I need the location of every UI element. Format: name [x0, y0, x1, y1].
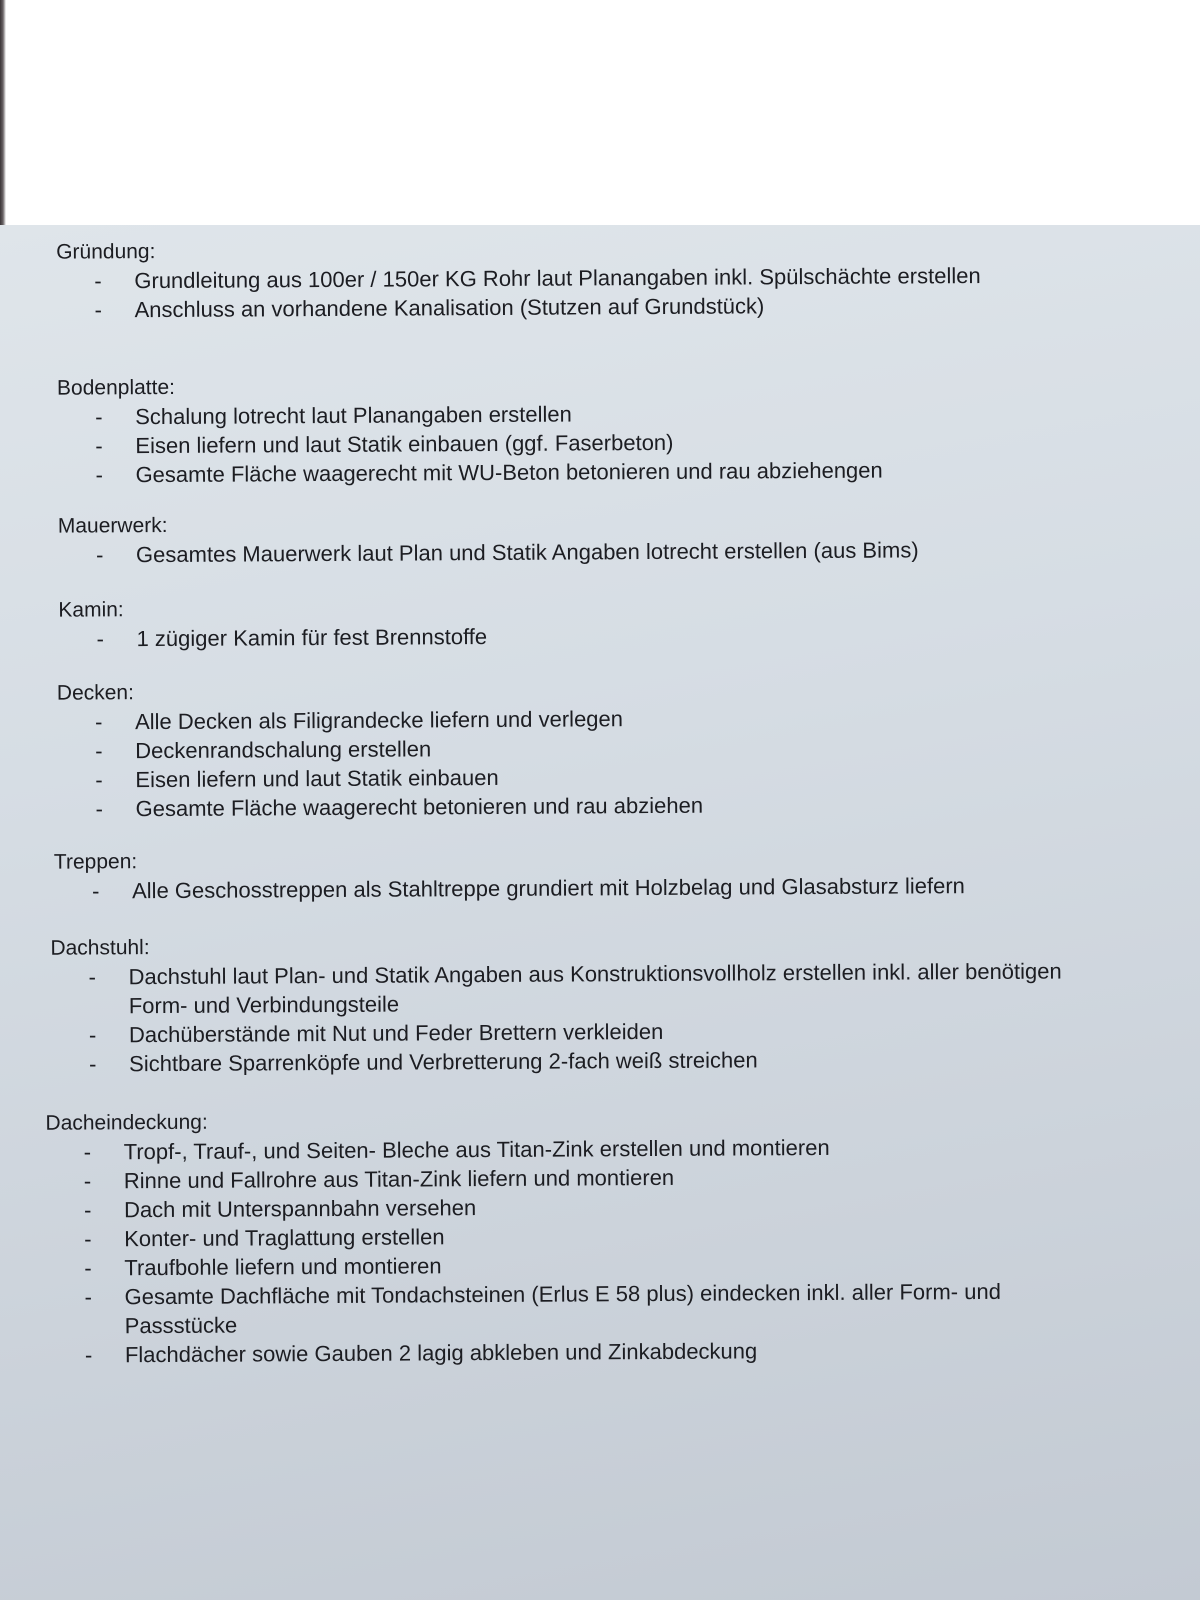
bullet-dash: -: [94, 709, 103, 735]
item-list: [57, 396, 1178, 490]
item-list: [58, 618, 1178, 654]
list-item: [56, 289, 1176, 325]
bullet-dash: -: [83, 1197, 92, 1223]
section-heading: Decken:: [56, 681, 134, 705]
bullet-dash: -: [95, 433, 103, 459]
section-gruendung: [56, 232, 1177, 325]
section-treppen: [54, 842, 1174, 906]
item-text: Rinne und Fallrohre aus Titan-Zink liefern und montieren: [123, 1164, 675, 1194]
bullet-dash: -: [84, 1342, 93, 1368]
item-text: Tropf-, Trauf-, und Seiten- Bleche aus Titan-Zink erstellen und montieren: [123, 1134, 830, 1165]
bullet-dash: -: [84, 1226, 92, 1252]
item-list: [46, 1131, 1167, 1370]
item-text: Sichtbare Sparrenköpfe und Verbretterung 2-fach weiß streichen: [129, 1047, 758, 1077]
item-list: [56, 260, 1176, 325]
list-item: [58, 534, 1178, 570]
item-text: Traufbohle liefern und montieren: [124, 1253, 442, 1281]
bullet-dash: -: [94, 268, 102, 294]
section-bodenplatte: [57, 368, 1178, 490]
bullet-dash: -: [84, 1284, 92, 1310]
section-decken: [57, 673, 1178, 824]
list-item: [57, 454, 1177, 490]
item-list: [51, 956, 1172, 1079]
blank-top-area: [6, 0, 1200, 225]
bullet-dash: -: [96, 626, 104, 652]
bullet-dash: -: [84, 1255, 92, 1281]
section-heading: Kamin:: [58, 598, 124, 622]
item-text: Gesamtes Mauerwerk laut Plan und Statik Angaben lotrecht erstellen (aus Bims): [135, 537, 919, 568]
list-item: [54, 870, 1174, 906]
item-text: Alle Geschosstreppen als Stahltreppe grundiert mit Holzbelag und Glasabsturz liefern: [131, 873, 965, 904]
bullet-dash: -: [91, 878, 100, 904]
bullet-dash: -: [95, 404, 103, 430]
list-item: [47, 1334, 1167, 1370]
bullet-dash: -: [83, 1139, 92, 1165]
bullet-dash: -: [95, 462, 103, 488]
item-text: Alle Decken als Filigrandecke liefern und verlegen: [134, 706, 624, 735]
section-heading: Dachstuhl:: [50, 936, 150, 960]
item-text: Dachstuhl laut Plan- und Statik Angaben aus Konstruktionsvollholz erstellen inkl. aller benötigen Form- und Verbindungsteile: [128, 958, 1062, 1019]
section-kamin: [58, 590, 1178, 654]
item-text: Eisen liefern und laut Statik einbauen (ggf. Faserbeton): [135, 429, 674, 459]
section-heading: Gründung:: [56, 240, 156, 264]
bullet-dash: -: [95, 738, 103, 764]
item-list: [58, 534, 1178, 570]
item-list: [57, 701, 1178, 824]
bullet-dash: -: [89, 1051, 97, 1077]
item-text: Gesamte Dachfläche mit Tondachsteinen (Erlus E 58 plus) eindecken inkl. aller Form- und Passstücke: [124, 1278, 1001, 1339]
item-text: Grundleitung aus 100er / 150er KG Rohr laut Planangaben inkl. Spülschächte erstellen: [134, 263, 981, 294]
list-item: [51, 1043, 1171, 1079]
bullet-dash: -: [83, 1168, 92, 1194]
bullet-dash: -: [95, 542, 104, 568]
bullet-dash: -: [88, 1022, 97, 1048]
list-item: [57, 788, 1177, 824]
list-item: [51, 956, 1089, 1020]
section-heading: Treppen:: [53, 850, 138, 874]
item-text: Dach mit Unterspannbahn versehen: [123, 1195, 477, 1223]
bullet-dash: -: [95, 767, 103, 793]
item-text: Eisen liefern und laut Statik einbauen: [135, 764, 499, 793]
item-text: 1 zügiger Kamin für fest Brennstoffe: [136, 624, 488, 652]
section-heading: Mauerwerk:: [57, 513, 168, 538]
item-text: Deckenrandschalung erstellen: [135, 736, 432, 764]
item-text: Konter- und Traglattung erstellen: [124, 1224, 445, 1252]
item-text: Gesamte Fläche waagerecht betonieren und rau abziehen: [135, 792, 704, 822]
item-text: Gesamte Fläche waagerecht mit WU-Beton betonieren und rau abziehengen: [135, 457, 883, 488]
bullet-dash: -: [95, 796, 103, 822]
section-heading: Bodenplatte:: [56, 375, 176, 400]
section-mauerwerk: [58, 506, 1178, 570]
bullet-dash: -: [88, 964, 96, 990]
section-heading: Dacheindeckung:: [45, 1110, 208, 1135]
list-item: [46, 1276, 1114, 1341]
item-text: Anschluss an vorhandene Kanalisation (Stutzen auf Grundstück): [134, 293, 765, 323]
paper-sheet: [0, 225, 1200, 1600]
item-text: Flachdächer sowie Gauben 2 lagig abkleben und Zinkabdeckung: [124, 1338, 758, 1368]
section-dachstuhl: [50, 928, 1171, 1079]
bullet-dash: -: [94, 297, 102, 323]
section-dacheindeckung: [45, 1103, 1167, 1370]
item-text: Schalung lotrecht laut Planangaben erstellen: [135, 401, 572, 430]
item-text: Dachüberstände mit Nut und Feder Brettern verkleiden: [128, 1018, 664, 1048]
item-list: [54, 870, 1174, 906]
list-item: [58, 618, 1178, 654]
